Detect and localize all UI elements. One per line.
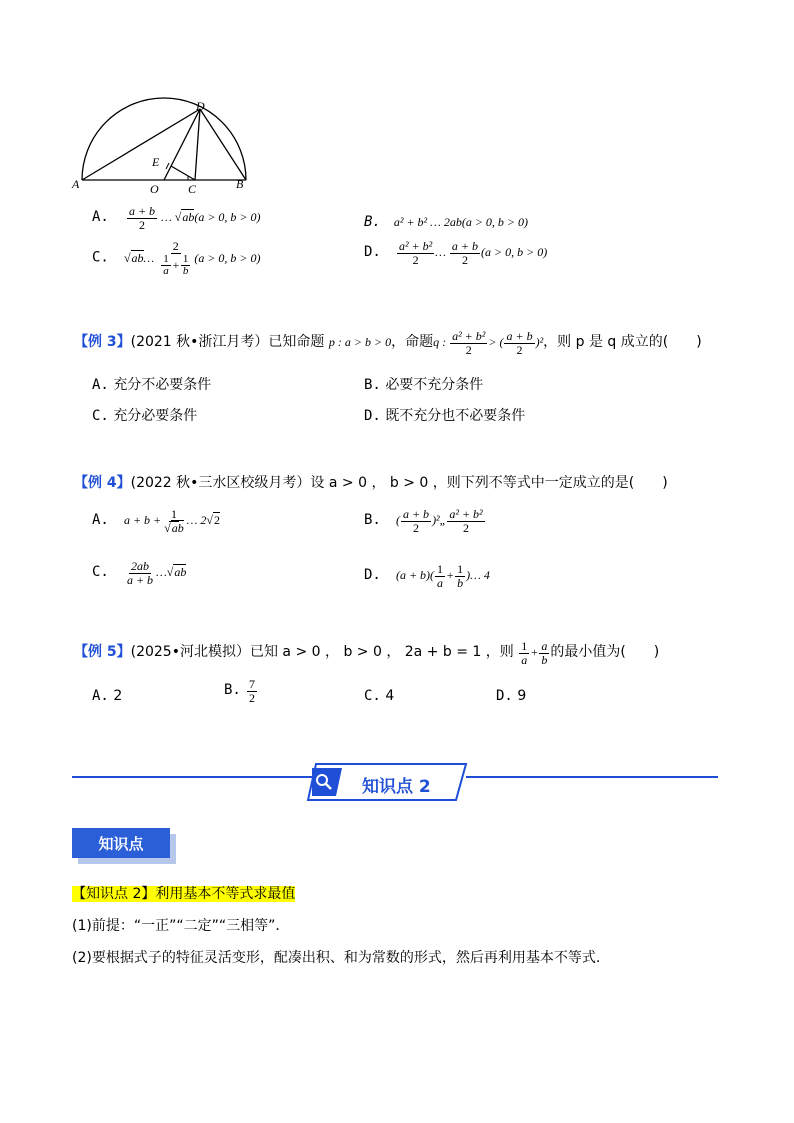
example-4-option-b[interactable]: B. ( $\frac{a + b}{2}$ )²„ $\frac{\text{a² + b²}}{2}$ (364, 507, 483, 535)
example-4-stem: 【例 4】(2022 秋•三水区校级月考）设 a > 0 ， b > 0 ，则下列不等式中一定成立的是( ) (74, 475, 668, 491)
example-5-option-a[interactable]: A. 2 (92, 688, 123, 704)
example-3-option-a[interactable]: A. 充分不必要条件 (92, 377, 212, 393)
knowledge-badge: 知识点 (72, 828, 176, 864)
knowledge-line-1: (1)前提：“一正”“二定”“三相等”． (72, 918, 290, 934)
knowledge-line-2: (2)要根据式子的特征灵活变形，配凑出积、和为常数的形式，然后再利用基本不等式. (72, 950, 601, 966)
search-icon (314, 772, 334, 792)
q2-option-a[interactable]: A. $\frac{a + b}{2}$ … √ab(a > 0, b > 0) (92, 204, 261, 232)
svg-text:O: O (150, 182, 159, 196)
example-3-option-d[interactable]: D. 既不充分也不必要条件 (364, 408, 526, 424)
example-5-option-b[interactable]: B. $\frac{7}{2}$ (224, 677, 255, 705)
svg-text:D: D (196, 99, 205, 113)
example-3-option-b[interactable]: B. 必要不充分条件 (364, 377, 484, 393)
knowledge-title: 【知识点 2】利用基本不等式求最值 (72, 886, 296, 902)
q2-option-d[interactable]: D. $\frac{\text{a² + b²}}{2}$ … $\frac{a + b}{2}$ (a > 0, b > 0) (364, 239, 548, 267)
example-3-stem: 【例 3】(2021 秋•浙江月考）已知命题 p : a > b > 0，命题q : $\frac{\text{a² + b²}}{2}$ > ( $\frac{a + b}{2}$ )²，则 p 是 q 成立的( ) (74, 329, 702, 357)
section-divider-right (466, 776, 718, 778)
example-5-option-d[interactable]: D. 9 (496, 688, 527, 704)
section-title: 知识点 2 (362, 777, 431, 797)
section-divider-left (72, 776, 312, 778)
svg-text:C: C (188, 182, 197, 196)
svg-text:B: B (236, 177, 244, 191)
example-5-stem: 【例 5】(2025•河北模拟）已知 a > 0 ， b > 0 ， 2a + b = 1 ，则 $\frac{1}{a}$ + $\frac{a}{b}$ 的最小值为( ) (74, 639, 660, 667)
q2-option-c[interactable]: C. √ab… 2 $\frac{1}{a}$ + $\frac{1}{b}$ (a > 0, b > 0) (92, 239, 261, 278)
example-4-option-c[interactable]: C. $\frac{2ab}{a + b}$ …√ab (92, 559, 187, 587)
point-label: A (72, 177, 80, 191)
example-3-option-c[interactable]: C. 充分必要条件 (92, 408, 198, 424)
example-5-option-c[interactable]: C. 4 (364, 688, 395, 704)
semicircle-diagram (68, 96, 268, 196)
example-4-option-a[interactable]: A. a + b + $\frac{1}{√ab}$ … 2√2 (92, 507, 221, 535)
svg-text:E: E (152, 155, 160, 169)
q2-option-b[interactable]: B. a² + b² … 2ab(a > 0, b > 0) (364, 214, 529, 230)
example-4-option-d[interactable]: D. (a + b)( $\frac{1}{a}$ + $\frac{1}{b}$ )… 4 (364, 562, 490, 590)
